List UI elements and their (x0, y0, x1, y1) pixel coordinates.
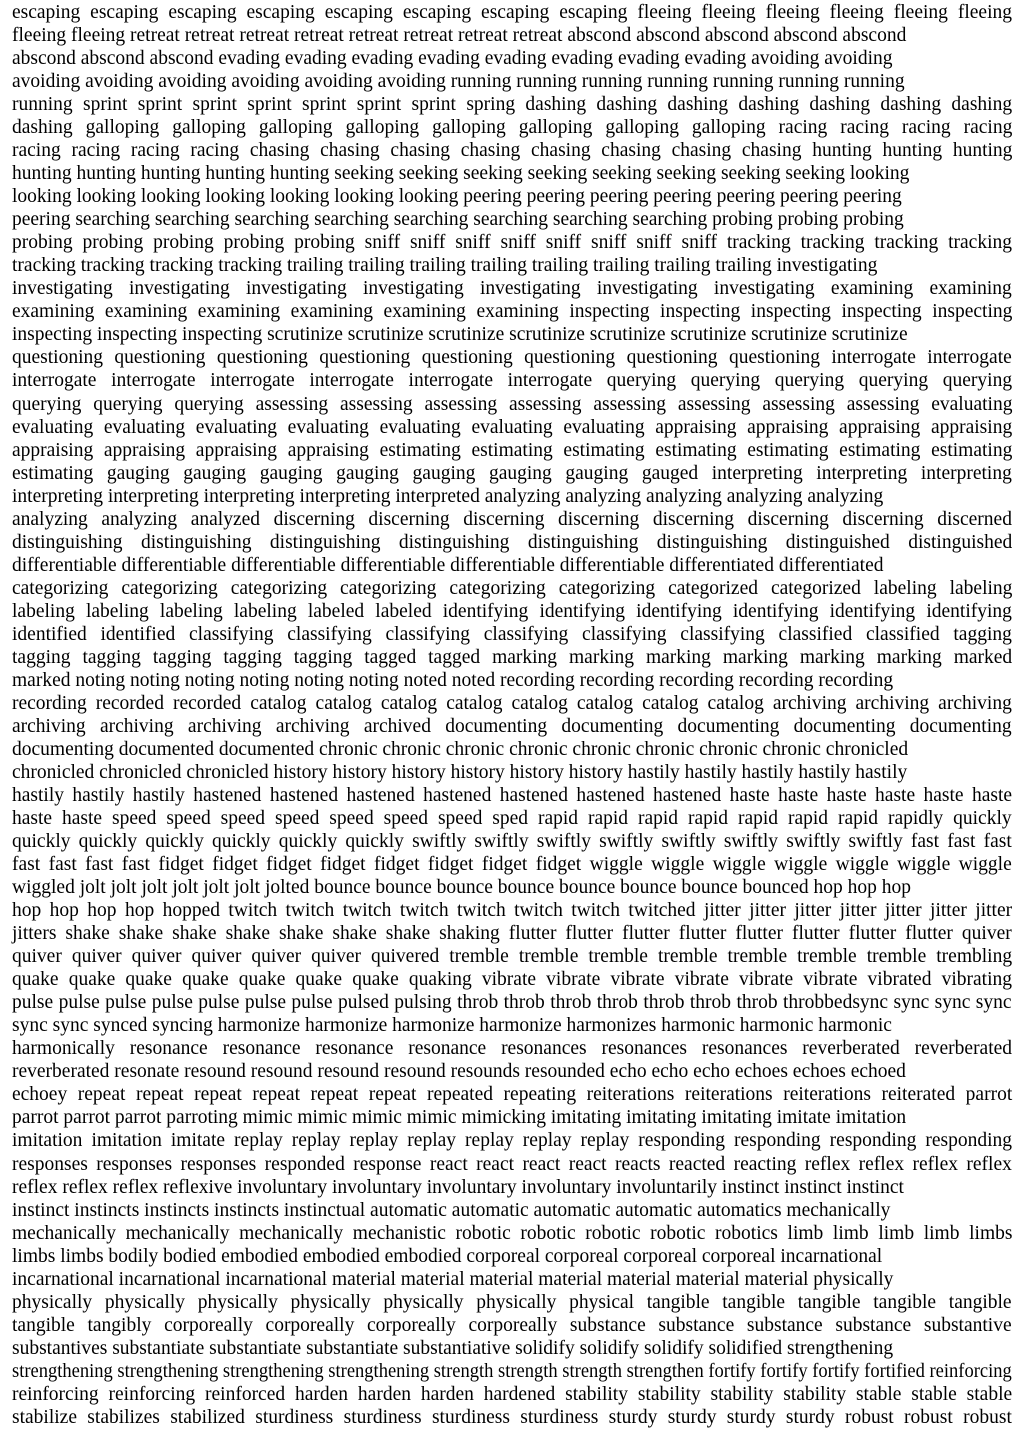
text-line: estimating gauging gauging gauging gauging gauging gauging gauging gauged interpreting interpreting interpreting (12, 462, 1012, 484)
text-line: hastily hastily hastily hastened hastened hastened hastened hastened hastened hastened haste haste haste haste haste haste (12, 785, 1013, 807)
text-line: querying querying querying assessing assessing assessing assessing assessing assessing assessing assessing evaluating (12, 393, 1013, 415)
text-line: jitters shake shake shake shake shake shake shake shaking flutter flutter flutter flutter flutter flutter flutter flutter quiver (12, 923, 1012, 945)
text-line: analyzing analyzing analyzed discerning discerning discerning discerning discerning discerning discerning discerned (12, 508, 1012, 530)
text-line: categorizing categorizing categorizing categorizing categorizing categorizing categorized categorized labeling labeling (12, 577, 1013, 599)
text-line: identified identified classifying classifying classifying classifying classifying classifying classified classified tagging (12, 623, 1012, 645)
text-line: marked noting noting noting noting noting noting noted noted recording recording recording recording recording (12, 669, 894, 691)
text-line: chronicled chronicled chronicled history history history history history history hastily hastily hastily hastily hastily (12, 761, 908, 783)
text-line: investigating investigating investigating investigating investigating investigating investigating examining examining (12, 278, 1012, 300)
text-line: substantives substantiate substantiate substantiate substantiative solidify solidify solidify solidified strengthening (12, 1337, 894, 1359)
text-line: imitation imitation imitate replay replay replay replay replay replay replay responding responding responding responding (12, 1130, 1013, 1152)
text-line: appraising appraising appraising appraising estimating estimating estimating estimating estimating estimating estimating (12, 439, 1013, 461)
text-line: questioning questioning questioning questioning questioning questioning questioning questioning interrogate interrogate (12, 347, 1012, 369)
text-line: fast fast fast fast fidget fidget fidget fidget fidget fidget fidget fidget wiggle wiggle wiggle wiggle wiggle wiggle wiggle (12, 854, 1012, 876)
text-line: distinguishing distinguishing distinguishing distinguishing distinguishing distinguishing distinguished distinguished (12, 531, 1013, 553)
text-line: stabilize stabilizes stabilized sturdiness sturdiness sturdiness sturdiness sturdy sturdy sturdy sturdy robust robust robust (12, 1406, 1012, 1428)
text-line: evaluating evaluating evaluating evaluating evaluating evaluating evaluating appraising appraising appraising appraising (12, 416, 1013, 438)
text-line: probing probing probing probing probing sniff sniff sniff sniff sniff sniff sniff sniff tracking tracking tracking tracking (12, 232, 1012, 254)
text-line: reinforcing reinforcing reinforced harden harden harden hardened stability stability stability stability stable stable stable (12, 1383, 1013, 1405)
text-line: tangible tangibly corporeally corporeally corporeally corporeally substance substance substance substance substantive (12, 1314, 1012, 1336)
text-line: documenting documented documented chronic chronic chronic chronic chronic chronic chronic chronic chronicled (12, 738, 909, 760)
text-line: interrogate interrogate interrogate interrogate interrogate interrogate querying querying querying querying querying (12, 370, 1013, 392)
text-line: interpreting interpreting interpreting interpreting interpreted analyzing analyzing analyzing analyzing analyzing (12, 485, 884, 507)
text-line: reverberated resonate resound resound resound resound resounds resounded echo echo echo echoes echoes echoed (12, 1061, 906, 1083)
text-line: differentiable differentiable differentiable differentiable differentiable differentiable differentiated differentiated (12, 554, 884, 576)
text-line: wiggled jolt jolt jolt jolt jolt jolt jolted bounce bounce bounce bounce bounce bounce bounce bounced hop hop hop (12, 877, 911, 899)
text-line: tracking tracking tracking tracking trailing trailing trailing trailing trailing trailing trailing trailing investigating (12, 255, 878, 277)
text-line: haste haste speed speed speed speed speed speed speed sped rapid rapid rapid rapid rapid rapid rapid rapidly quickly (12, 808, 1012, 830)
text-line: inspecting inspecting inspecting scrutinize scrutinize scrutinize scrutinize scrutinize scrutinize scrutinize scrutinize (12, 324, 908, 346)
text-line: incarnational incarnational incarnational material material material material material material material physically (12, 1268, 894, 1290)
text-line: pulse pulse pulse pulse pulse pulse pulse pulsed pulsing throb throb throb throb throb throb throb throbbedsync sync sync sync (12, 992, 1012, 1014)
text-line: dashing galloping galloping galloping galloping galloping galloping galloping galloping racing racing racing racing (12, 117, 1013, 139)
text-line: examining examining examining examining examining examining inspecting inspecting inspecting inspecting inspecting (12, 301, 1013, 323)
text-line: echoey repeat repeat repeat repeat repeat repeat repeated repeating reiterations reiterations reiterations reiterated parrot (12, 1084, 1013, 1106)
text-line: reflex reflex reflex reflexive involuntary involuntary involuntary involuntary involuntarily instinct instinct instinct (12, 1176, 904, 1198)
text-line: recording recorded recorded catalog catalog catalog catalog catalog catalog catalog catalog archiving archiving archiving (12, 692, 1012, 714)
text-line: hop hop hop hop hopped twitch twitch twitch twitch twitch twitch twitch twitched jitter jitter jitter jitter jitter jitter jitter (12, 900, 1013, 922)
text-line: limbs limbs bodily bodied embodied embodied embodied corporeal corporeal corporeal corporeal incarnational (12, 1245, 883, 1267)
text-line: racing racing racing racing chasing chasing chasing chasing chasing chasing chasing chasing hunting hunting hunting (12, 140, 1013, 162)
text-line: quiver quiver quiver quiver quiver quiver quivered tremble tremble tremble tremble tremble tremble tremble trembling (12, 946, 1013, 968)
text-line: abscond abscond abscond evading evading evading evading evading evading evading evading avoiding avoiding (12, 48, 893, 70)
text-line: physically physically physically physically physically physically physical tangible tangible tangible tangible tangible (12, 1291, 1012, 1313)
text-line: quickly quickly quickly quickly quickly quickly swiftly swiftly swiftly swiftly swiftly swiftly swiftly swiftly fast fast fast (12, 831, 1012, 853)
text-line: looking looking looking looking looking looking looking peering peering peering peering peering peering peering (12, 186, 902, 208)
text-line: harmonically resonance resonance resonance resonance resonances resonances resonances reverberated reverberated (12, 1038, 1013, 1060)
text-line: archiving archiving archiving archiving archived documenting documenting documenting documenting documenting (12, 715, 1012, 737)
text-line: hunting hunting hunting hunting hunting seeking seeking seeking seeking seeking seeking seeking seeking looking (12, 163, 910, 185)
text-line: tagging tagging tagging tagging tagging tagged tagged marking marking marking marking marking marking marked (12, 646, 1013, 668)
text-line: responses responses responses responded response react react react react reacts reacted reacting reflex reflex reflex reflex (12, 1153, 1012, 1175)
text-line: peering searching searching searching searching searching searching searching searching probing probing probing (12, 209, 904, 231)
text-line: escaping escaping escaping escaping escaping escaping escaping escaping fleeing fleeing fleeing fleeing fleeing fleeing (12, 2, 1012, 23)
text-line: running sprint sprint sprint sprint sprint sprint sprint spring dashing dashing dashing dashing dashing dashing dashing (12, 94, 1013, 116)
text-line: parrot parrot parrot parroting mimic mimic mimic mimic mimicking imitating imitating imitating imitate imitation (12, 1107, 907, 1129)
text-line: quake quake quake quake quake quake quake quaking vibrate vibrate vibrate vibrate vibrate vibrate vibrated vibrating (12, 969, 1012, 991)
text-line: strengthening strengthening strengthening strengthening strength strength strength strengthen fortify fortify fortify fortified reinforcing (12, 1360, 1012, 1382)
text-line: labeling labeling labeling labeling labeled labeled identifying identifying identifying identifying identifying identifying (12, 600, 1012, 622)
text-line: avoiding avoiding avoiding avoiding avoiding avoiding running running running running running running running (12, 71, 905, 93)
text-line: mechanically mechanically mechanically mechanistic robotic robotic robotic robotic robotics limb limb limb limb limbs (12, 1222, 1013, 1244)
text-line: fleeing fleeing retreat retreat retreat retreat retreat retreat retreat retreat abscond abscond abscond abscond abscond (12, 25, 907, 47)
text-line: instinct instincts instincts instincts instinctual automatic automatic automatic automatic automatics mechanically (12, 1199, 891, 1221)
text-line: sync sync synced syncing harmonize harmonize harmonize harmonize harmonizes harmonic harmonic harmonic (12, 1015, 892, 1037)
